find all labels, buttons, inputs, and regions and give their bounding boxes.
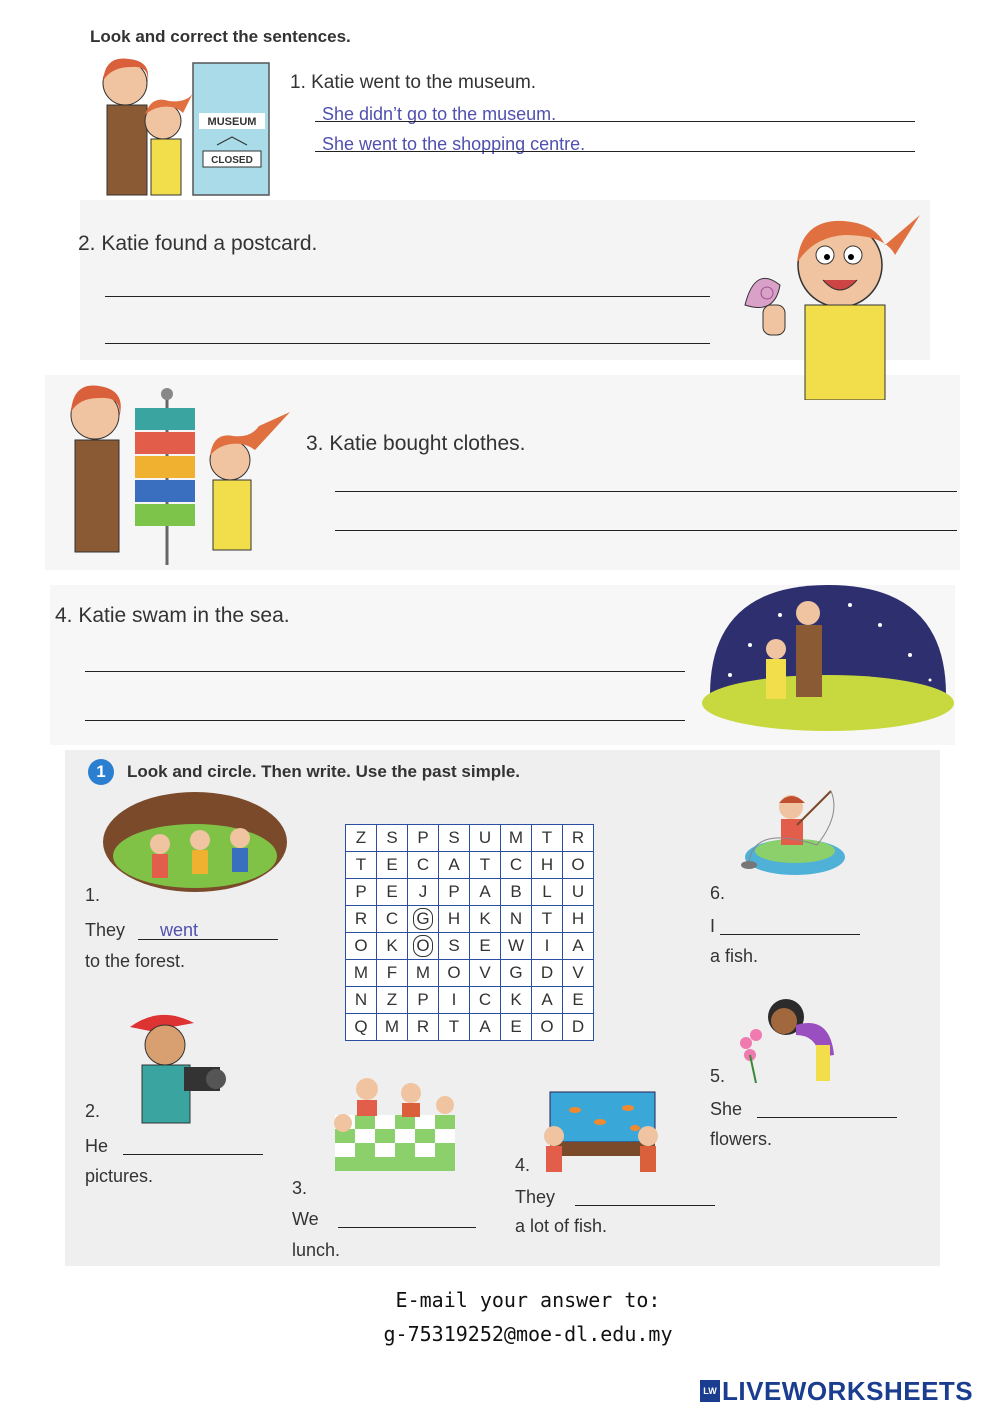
item-2-rest: pictures. [85,1166,154,1186]
forest-illustration [100,790,290,895]
grid-letter: M [353,963,369,982]
grid-letter: M [415,963,431,982]
grid-cell[interactable] [346,933,377,960]
q4-answer-input-2[interactable] [85,720,685,721]
grid-letter: K [510,990,522,1009]
grid-letter: Q [354,1017,368,1036]
grid-letter: L [542,882,552,901]
email-address[interactable]: g-75319252@moe-dl.edu.my [383,1322,673,1346]
grid-row [346,960,594,987]
item-1-answer: went [160,920,199,940]
item-1-subject: They [85,920,126,940]
grid-cell[interactable] [377,906,408,933]
grid-cell[interactable] [563,960,594,987]
grid-cell[interactable] [346,879,377,906]
grid-cell[interactable] [439,906,470,933]
item-3-rest: lunch. [292,1240,341,1260]
grid-cell[interactable] [346,825,377,852]
section-heading: Look and correct the sentences. [90,27,351,46]
grid-cell[interactable] [408,879,439,906]
grid-cell[interactable] [563,906,594,933]
item-6-number: 6. [710,883,726,903]
question-2-text: 2. Katie found a postcard. [78,232,318,255]
item-1-rest: to the forest. [85,951,186,971]
grid-letter: T [448,1017,460,1036]
grid-cell[interactable] [501,960,532,987]
grid-cell[interactable] [501,852,532,879]
q1-answer-2: She went to the shopping centre. [322,134,586,154]
item-5-answer-input[interactable] [757,1117,897,1118]
grid-letter: G [413,908,433,930]
grid-letter: O [354,936,368,955]
grid-cell[interactable] [439,825,470,852]
grid-letter: V [572,963,584,982]
grid-cell[interactable] [439,960,470,987]
grid-letter: N [354,990,368,1009]
grid-cell[interactable] [470,879,501,906]
grid-letter: T [541,909,553,928]
girl-flowers-illustration [730,995,840,1090]
answer-line [315,121,915,122]
grid-cell[interactable] [377,852,408,879]
item-1-number: 1. [85,885,101,905]
grid-cell[interactable] [563,933,594,960]
word-search-grid [345,824,594,1041]
grid-cell[interactable] [377,879,408,906]
katie-shell-illustration [735,205,930,400]
grid-cell[interactable] [532,960,563,987]
grid-letter: H [571,909,585,928]
grid-letter: V [479,963,491,982]
grid-cell[interactable] [470,1014,501,1041]
item-3-subject: We [292,1209,319,1229]
grid-cell[interactable] [470,987,501,1014]
grid-letter: O [413,935,433,957]
grid-cell[interactable] [532,987,563,1014]
katie-museum-illustration [95,55,280,200]
grid-letter: F [386,963,398,982]
grid-letter: E [386,882,398,901]
grid-letter: U [571,882,585,901]
question-4-text: 4. Katie swam in the sea. [55,604,290,627]
grid-letter: G [509,963,523,982]
grid-cell[interactable] [563,1014,594,1041]
grid-letter: R [354,909,368,928]
grid-row [346,825,594,852]
grid-cell[interactable] [439,987,470,1014]
grid-cell[interactable] [408,1014,439,1041]
exercise-heading: Look and circle. Then write. Use the past simple. [127,762,520,781]
grid-letter: K [386,936,398,955]
grid-cell[interactable] [439,879,470,906]
grid-letter: S [386,828,398,847]
family-lunch-illustration [325,1075,465,1175]
item-4-subject: They [515,1187,556,1207]
q3-answer-input-1[interactable] [335,491,957,492]
grid-cell[interactable] [377,960,408,987]
grid-cell[interactable] [377,987,408,1014]
closed-sign-text: CLOSED [211,155,253,166]
grid-letter: J [418,882,428,901]
grid-cell[interactable] [377,1014,408,1041]
grid-cell[interactable] [346,852,377,879]
grid-cell[interactable] [501,879,532,906]
grid-letter: C [509,855,523,874]
grid-letter: A [448,855,460,874]
grid-cell[interactable] [532,906,563,933]
grid-cell[interactable] [408,906,439,933]
grid-letter: E [572,990,584,1009]
grid-cell[interactable] [408,852,439,879]
item-4-number: 4. [515,1155,531,1175]
item-2-subject: He [85,1136,109,1156]
grid-letter: N [509,909,523,928]
grid-cell[interactable] [346,906,377,933]
grid-letter: H [447,909,461,928]
grid-cell[interactable] [470,825,501,852]
grid-cell[interactable] [532,1014,563,1041]
grid-row [346,852,594,879]
grid-letter: O [540,1017,554,1036]
aquarium-illustration [540,1090,665,1180]
grid-letter: E [479,936,491,955]
liveworksheets-logo [700,1376,990,1410]
exercise-number-badge: 1 [88,759,114,785]
grid-cell[interactable] [346,1014,377,1041]
grid-cell[interactable] [501,906,532,933]
grid-letter: P [355,882,367,901]
q2-answer-input-2[interactable] [105,343,710,344]
question-3-text: 3. Katie bought clothes. [306,432,526,455]
grid-letter: P [417,828,429,847]
grid-row [346,987,594,1014]
grid-cell[interactable] [532,852,563,879]
logo-badge: LW [700,1380,720,1402]
grid-letter: H [540,855,554,874]
grid-letter: Z [386,990,398,1009]
answer-line [315,151,915,152]
grid-letter: O [571,855,585,874]
grid-cell[interactable] [470,852,501,879]
boy-camera-illustration [120,1005,235,1125]
grid-letter: R [416,1017,430,1036]
grid-cell[interactable] [501,933,532,960]
q3-answer-input-2[interactable] [335,530,957,531]
item-2-number: 2. [85,1101,101,1121]
grid-cell[interactable] [470,906,501,933]
grid-letter: A [541,990,553,1009]
grid-cell[interactable] [346,987,377,1014]
grid-letter: C [478,990,492,1009]
grid-cell[interactable] [346,960,377,987]
logo-text: LIVEWORKSHEETS [722,1376,974,1406]
grid-row [346,906,594,933]
grid-cell[interactable] [532,933,563,960]
grid-letter: R [571,828,585,847]
boy-fishing-illustration [735,785,845,885]
item-2-answer-input[interactable] [123,1154,263,1155]
katie-stars-illustration [700,585,955,740]
q2-answer-input-1[interactable] [105,296,710,297]
question-1-text: 1. Katie went to the museum. [290,72,537,93]
grid-letter: S [448,936,460,955]
grid-letter: T [479,855,491,874]
grid-letter: E [386,855,398,874]
grid-letter: D [571,1017,585,1036]
grid-row [346,933,594,960]
grid-letter: Z [355,828,367,847]
item-4-rest: a lot of fish. [515,1216,608,1236]
item-6-answer-input[interactable] [720,934,860,935]
grid-letter: C [385,909,399,928]
grid-letter: W [507,936,525,955]
grid-cell[interactable] [532,879,563,906]
grid-letter: S [448,828,460,847]
grid-row [346,1014,594,1041]
grid-cell[interactable] [501,825,532,852]
grid-letter: M [384,1017,400,1036]
grid-letter: T [355,855,367,874]
grid-letter: A [479,1017,491,1036]
grid-cell[interactable] [377,825,408,852]
grid-cell[interactable] [563,825,594,852]
email-instruction: E-mail your answer to: [395,1288,661,1312]
grid-cell[interactable] [532,825,563,852]
grid-cell[interactable] [470,933,501,960]
grid-letter: U [478,828,492,847]
grid-cell[interactable] [439,1014,470,1041]
grid-letter: O [447,963,461,982]
grid-letter: E [510,1017,522,1036]
grid-letter: C [416,855,430,874]
grid-cell[interactable] [501,987,532,1014]
museum-sign-text: MUSEUM [207,116,257,128]
grid-cell[interactable] [501,1014,532,1041]
q4-answer-input-1[interactable] [85,671,685,672]
q1-answer-1: She didn’t go to the museum. [322,104,557,124]
grid-letter: T [541,828,553,847]
grid-letter: I [451,990,457,1009]
grid-cell[interactable] [439,933,470,960]
grid-letter: P [417,990,429,1009]
answer-line [138,939,278,940]
grid-letter: P [448,882,460,901]
grid-cell[interactable] [563,852,594,879]
grid-letter: A [479,882,491,901]
item-3-number: 3. [292,1178,308,1198]
grid-letter: B [510,882,522,901]
item-6-rest: a fish. [710,946,759,966]
grid-cell[interactable] [377,933,408,960]
grid-cell[interactable] [408,933,439,960]
grid-cell[interactable] [408,987,439,1014]
katie-clothes-rack-illustration [45,380,300,570]
grid-letter: K [479,909,491,928]
grid-cell[interactable] [563,879,594,906]
grid-cell[interactable] [470,960,501,987]
item-5-subject: She [710,1099,743,1119]
grid-cell[interactable] [408,825,439,852]
grid-cell[interactable] [439,852,470,879]
item-5-number: 5. [710,1066,726,1086]
item-6-subject: I [710,916,716,936]
grid-letter: M [508,828,524,847]
grid-letter: D [540,963,554,982]
grid-cell[interactable] [563,987,594,1014]
item-5-rest: flowers. [710,1129,773,1149]
item-3-answer-input[interactable] [338,1227,476,1228]
grid-row [346,879,594,906]
grid-letter: I [544,936,550,955]
item-4-answer-input[interactable] [575,1205,715,1206]
grid-cell[interactable] [408,960,439,987]
grid-letter: A [572,936,584,955]
